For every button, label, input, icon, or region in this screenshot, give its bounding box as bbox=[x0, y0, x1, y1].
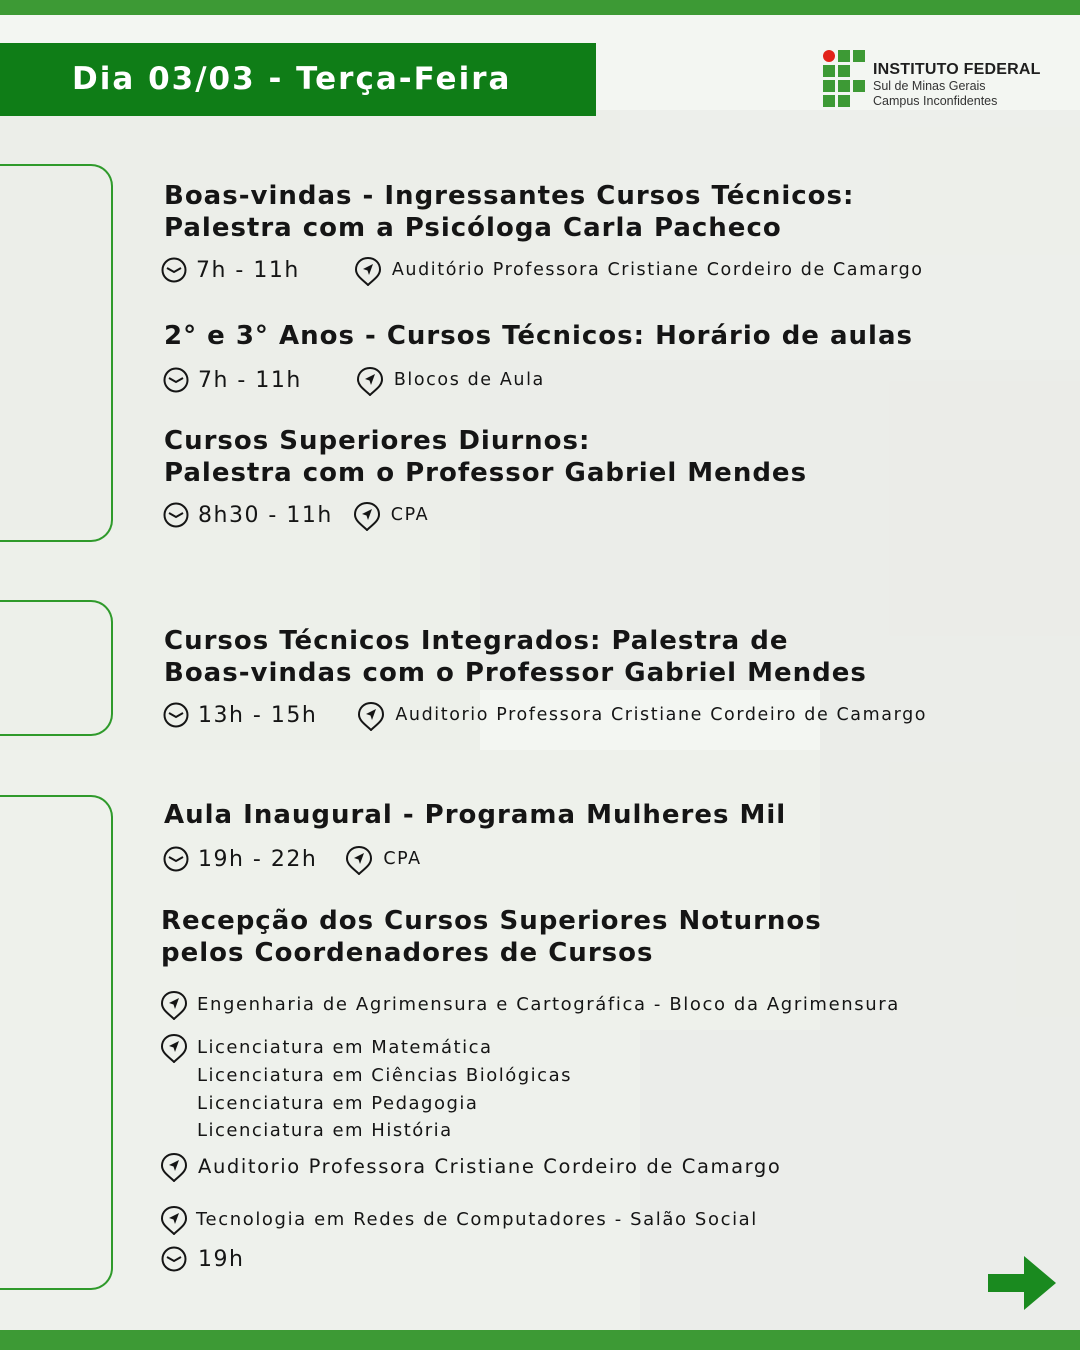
event-title: 2° e 3° Anos - Cursos Técnicos: Horário de aulas bbox=[164, 321, 913, 351]
location-pin-icon bbox=[353, 501, 381, 529]
event-meta bbox=[160, 256, 924, 284]
clock-icon bbox=[162, 366, 190, 394]
event-meta bbox=[162, 701, 927, 729]
event-title: Boas-vindas - Ingressantes Cursos Técnicos: Palestra com a Psicóloga Carla Pacheco bbox=[164, 181, 855, 243]
event-meta bbox=[162, 366, 545, 394]
top-accent-bar bbox=[0, 0, 1080, 15]
event-time: 19h bbox=[198, 1246, 245, 1272]
clock-icon bbox=[162, 845, 190, 873]
location-pin-icon bbox=[354, 256, 382, 284]
arrow-right-icon[interactable] bbox=[988, 1256, 1056, 1310]
event-meta bbox=[162, 845, 422, 873]
logo-campus: Campus Inconfidentes bbox=[873, 94, 998, 108]
clock-icon bbox=[162, 701, 190, 729]
course-location bbox=[160, 990, 900, 1018]
course-licenciatura: Licenciatura em Matemática bbox=[197, 1037, 493, 1058]
logo-subtitle: Sul de Minas Gerais bbox=[873, 79, 986, 93]
event-title: Aula Inaugural - Programa Mulheres Mil bbox=[164, 800, 787, 830]
event-time: 7h - 11h bbox=[198, 367, 302, 393]
day-title-banner: Dia 03/03 - Terça-Feira bbox=[0, 43, 596, 116]
course-licenciatura: Licenciatura em História bbox=[197, 1120, 453, 1141]
location-pin-icon bbox=[345, 845, 373, 873]
clock-icon bbox=[160, 1245, 188, 1273]
event-meta bbox=[162, 501, 429, 529]
location-pin-icon bbox=[160, 990, 188, 1018]
bottom-accent-bar bbox=[0, 1330, 1080, 1350]
course-licenciatura: Licenciatura em Ciências Biológicas bbox=[197, 1065, 572, 1086]
location-pin-icon bbox=[160, 1205, 188, 1233]
course-agrimensura: Engenharia de Agrimensura e Cartográfica - Bloco da Agrimensura bbox=[197, 993, 900, 1015]
course-location bbox=[160, 1152, 781, 1180]
institute-logo bbox=[823, 50, 1053, 110]
clock-icon bbox=[160, 256, 188, 284]
location-pin-icon bbox=[160, 1152, 188, 1180]
clock-icon bbox=[162, 501, 190, 529]
logo-mark bbox=[823, 50, 867, 108]
event-meta bbox=[160, 1245, 244, 1273]
licenciaturas-location: Auditorio Professora Cristiane Cordeiro de Camargo bbox=[198, 1154, 782, 1178]
course-location bbox=[160, 1205, 758, 1233]
event-place: Auditorio Professora Cristiane Cordeiro de Camargo bbox=[395, 705, 928, 725]
event-place: Blocos de Aula bbox=[393, 370, 545, 390]
event-title: Recepção dos Cursos Superiores Noturnos pelos Coordenadores de Cursos bbox=[161, 906, 822, 968]
event-time: 7h - 11h bbox=[196, 257, 300, 283]
event-time: 8h30 - 11h bbox=[198, 502, 333, 528]
morning-bracket bbox=[0, 164, 113, 542]
logo-title: INSTITUTO FEDERAL bbox=[873, 61, 1041, 78]
event-time: 13h - 15h bbox=[198, 702, 318, 728]
event-time: 19h - 22h bbox=[198, 846, 318, 872]
event-place: CPA bbox=[383, 849, 422, 869]
course-licenciatura: Licenciatura em Pedagogia bbox=[197, 1093, 479, 1114]
location-pin-icon bbox=[356, 366, 384, 394]
location-pin-icon bbox=[160, 1033, 188, 1061]
afternoon-bracket bbox=[0, 600, 113, 736]
event-place: Auditório Professora Cristiane Cordeiro de Camargo bbox=[391, 260, 924, 280]
event-title: Cursos Técnicos Integrados: Palestra de Boas-vindas com o Professor Gabriel Mendes bbox=[164, 626, 867, 688]
event-place: CPA bbox=[390, 505, 430, 525]
evening-bracket bbox=[0, 795, 113, 1290]
course-redes: Tecnologia em Redes de Computadores - Salão Social bbox=[196, 1208, 758, 1230]
event-title: Cursos Superiores Diurnos: Palestra com o Professor Gabriel Mendes bbox=[164, 426, 808, 488]
location-pin-icon bbox=[357, 701, 385, 729]
